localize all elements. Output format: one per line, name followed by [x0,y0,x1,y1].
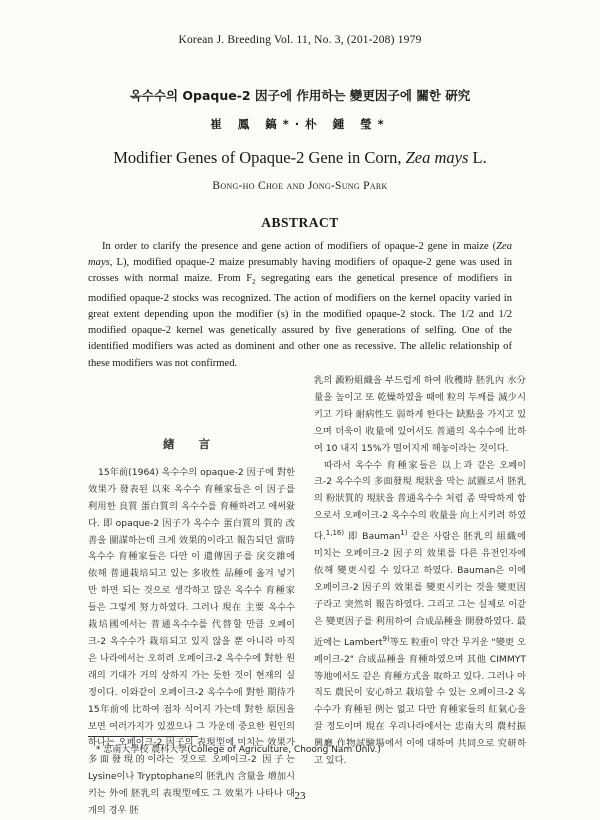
citation-sup-1: 1,16) [325,529,345,538]
page-number: 23 [294,790,306,802]
intro-p2-text-c: 같은 사람은 胚乳의 組織에 미치는 오페이크-2 因子의 效果를 다른 유전인자에 依해 變更시킬 수 있다고 하였다. Bauman은 이에 오페이크-2 因子의 效果를 變更시키는 것을 變更因子라고 突然히 報告하였다. 그리고 그는 실제로 이같은 變更因子를 利用하여 合成品種을 開發하였다. 最近에는 Lambert [314,531,526,648]
journal-header: Korean J. Breeding Vol. 11, No. 3, (201-208) 1979 [178,34,422,46]
korean-authors: 崔 鳳 鎬*·朴 鍾 瑩* [210,117,390,131]
right-column [314,373,526,770]
english-title-post: L. [468,148,487,167]
intro-p2-text-d: 等도 粒重이 약간 무거운 "變更 오페이크-2" 合成品種을 育種하였으며 其他 CIMMYT等地에서도 같은 育種方式을 取하고 있다. 그러나 아직도 農民이 安心하고 栽培할 수 있는 오페이크-2 옥수수가 育種된 例는 없고 다만 育種家들의 紅氣心을 끌 정도이며 現在 우리나라에서는 忠南大의 農村振興廳 作物試驗場에서 이에 대하여 共同으로 究研하고 있다. [314,636,526,767]
citation-sup-3: 9) [382,634,390,643]
abstract-text-1: In order to clarify the presence and gene action of modifiers of opaque-2 gene in maize ( [102,241,497,252]
english-title [0,148,600,168]
english-authors [0,180,600,192]
intro-paragraph-1-cont: 乳의 澱粉組織을 부드럽게 하여 收穫時 胚乳內 水分量을 높이고 또 乾燥하였을 때에 粒의 두께를 減少시키고 기타 耐病性도 弱하게 한다는 缺點을 가지고 있으며 더욱이 收量에 있어서도 普通의 옥수수에 比하여 10 내지 15%가 떨어지게 해놓이라는 것이다. [314,375,526,454]
korean-title: 옥수수의 Opaque-2 因子에 作用하는 變更因子에 關한 硏究 [129,88,471,103]
abstract-body [88,239,512,372]
intro-heading: 緖 言 [162,437,220,451]
english-title-pre: Modifier Genes of Opaque-2 Gene in Corn, [113,148,406,167]
intro-paragraph-1: 15年前(1964) 옥수수의 opaque-2 因子에 對한 效果가 發表된 以來 옥수수 育種家들은 이 因子를 利用한 良質 蛋白質의 옥수수를 育種하려고 애써왔다. 即 opaque-2 因子가 옥수수 蛋白質의 質的 改善을 圖謀하는데 크게 效果的이라고 報告되던 當時 옥수수 育種家들은 다만 이 遺傳因子를 戾交雜에 依해 普通栽培되고 있는 多收性 品種에 옮겨 넣기만 하면 되는 것으로 생각하고 많은 옥수수 育種家들은 그렇게 努力하였다. 그러나 現在 主要 옥수수 栽培國에서는 普通옥수수를 代替할 만큼 오페이크-2 옥수수가 栽培되고 있지 않을 뿐 아니라 아직은 나라에서는 오히려 오페이크-2 옥수수에 對한 원래의 기대가 거의 상하지 가는 듯한 것이 현재의 실정이다. 이와같이 오페이크-2 옥수수에 對한 期待가 15年前에 比하여 점차 식어지 가는데 對한 原因을 보면 여러가지가 있겠으나 그 가운데 중요한 원인의 하나는 오페이크-2 因子의 表現型에 미치는 效果가 多面發現的이라는 것으로 오페이크-2 因子는 Lysine이나 Tryptophane의 胚乳內 含量을 增加시키는 外에 胚乳의 表現型에도 그 效果가 나타나 대개의 경우 胚 [88,466,295,817]
citation-sup-2: 1) [400,529,408,538]
english-title-species: Zea mays [405,148,469,167]
abstract-text-3: segregating ears the genetical presence of modifiers in modified opaque-2 stocks was recognized. The action of modifiers on the kernel opacity varied in great extent depending upon the modifier (s) in the modified opaque-2 stock. The 1/2 and 1/2 modified opaque-2 kernel was genetically assured by five generations of selfing. One of the identified modifiers was acted as dominent and other one as recessive. The allelic relationship of these modifiers was not confirmed. [88,273,512,369]
left-column [88,430,295,820]
abstract-subscript: 2 [252,278,256,287]
intro-p2-text-a: 따라서 옥수수 育種家들은 以上과 같은 오페이크-2 옥수수의 多面發現 現狀을 막는 試圖로서 胚乳의 粉狀質的 現狀을 普通옥수수 처럼 좀 딱딱하게 함으로서 오페이크-2 옥수수의 收量을 向上시키려 하였다. [314,459,526,543]
abstract-heading: ABSTRACT [261,215,339,230]
abstract-text-2: , L), modified opaque-2 maize presumably having modifiers of opaque-2 gene was used in crosses with normal maize. From F [88,257,512,285]
abstract-species: Zea mays [88,241,512,269]
english-authors-text: Bong-ho Choe and Jong-Sung Park [212,180,388,192]
affiliation-footnote: * 忠南大學校 農科大學(College of Agriculture, Choong Nam Univ.) [96,745,381,755]
intro-p2-text-b: 即 Bauman [344,531,401,543]
intro-paragraph-2 [314,458,526,770]
footnote-rule [88,736,198,737]
